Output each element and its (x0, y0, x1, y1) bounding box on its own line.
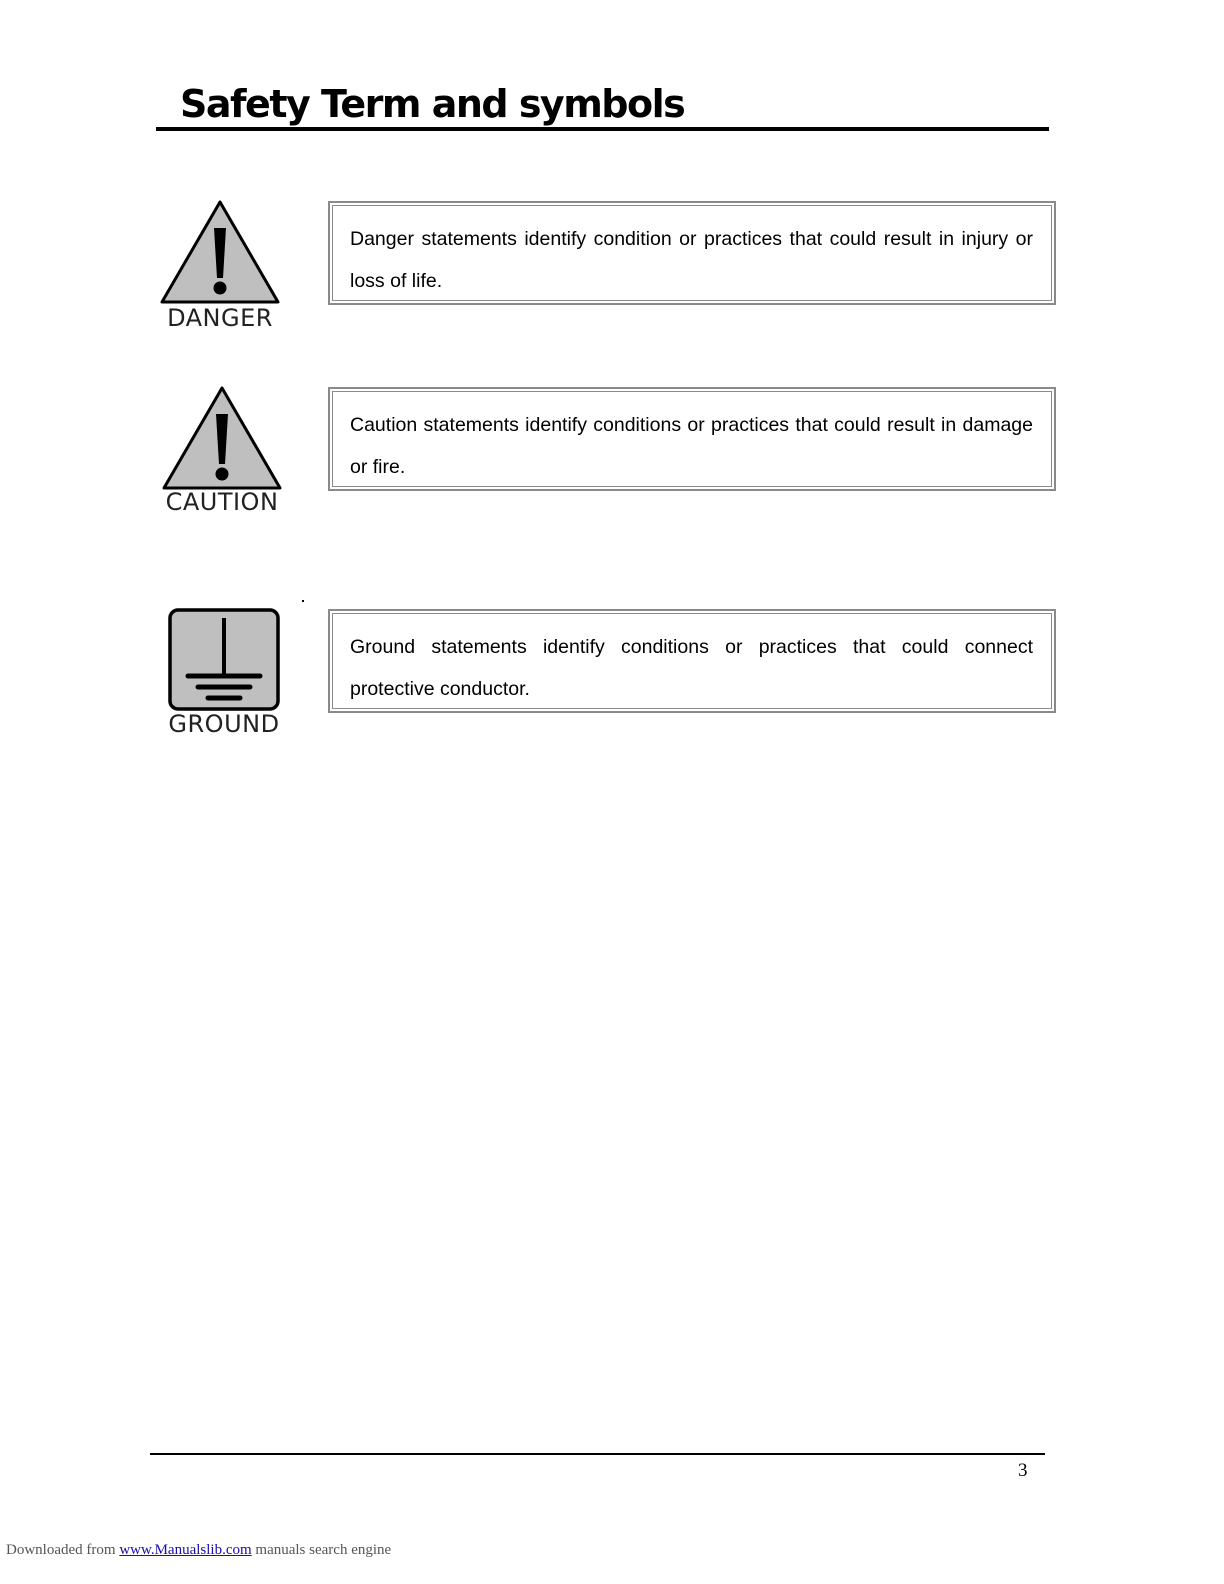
caution-label: CAUTION (165, 488, 279, 516)
title-rule (156, 127, 1049, 131)
caution-statement-box (328, 387, 1056, 491)
danger-statement-text: Danger statements identify condition or practices that could result in injury or loss of life. (332, 205, 1052, 301)
danger-label: DANGER (167, 304, 273, 332)
caution-symbol (152, 384, 292, 524)
page-number: 3 (1018, 1460, 1028, 1481)
ground-label: GROUND (168, 710, 280, 738)
download-note (6, 1542, 391, 1559)
manualslib-link[interactable]: www.Manualslib.com (119, 1542, 252, 1558)
ground-statement-text: Ground statements identify conditions or practices that could connect protective conductor. (332, 613, 1052, 709)
danger-symbol (150, 198, 290, 338)
ground-statement-box (328, 609, 1056, 713)
stray-dot (302, 600, 304, 602)
download-prefix: Downloaded from (6, 1542, 120, 1558)
page-title: Safety Term and symbols (180, 82, 685, 126)
ground-symbol-icon (154, 606, 294, 714)
footer-rule (150, 1453, 1045, 1455)
download-suffix: manuals search engine (251, 1542, 392, 1558)
ground-symbol (154, 606, 294, 746)
caution-statement-text: Caution statements identify conditions or practices that could result in damage or fire. (332, 391, 1052, 487)
danger-statement-box (328, 201, 1056, 305)
danger-warning-triangle-icon (150, 198, 290, 308)
caution-warning-triangle-icon (152, 384, 292, 494)
